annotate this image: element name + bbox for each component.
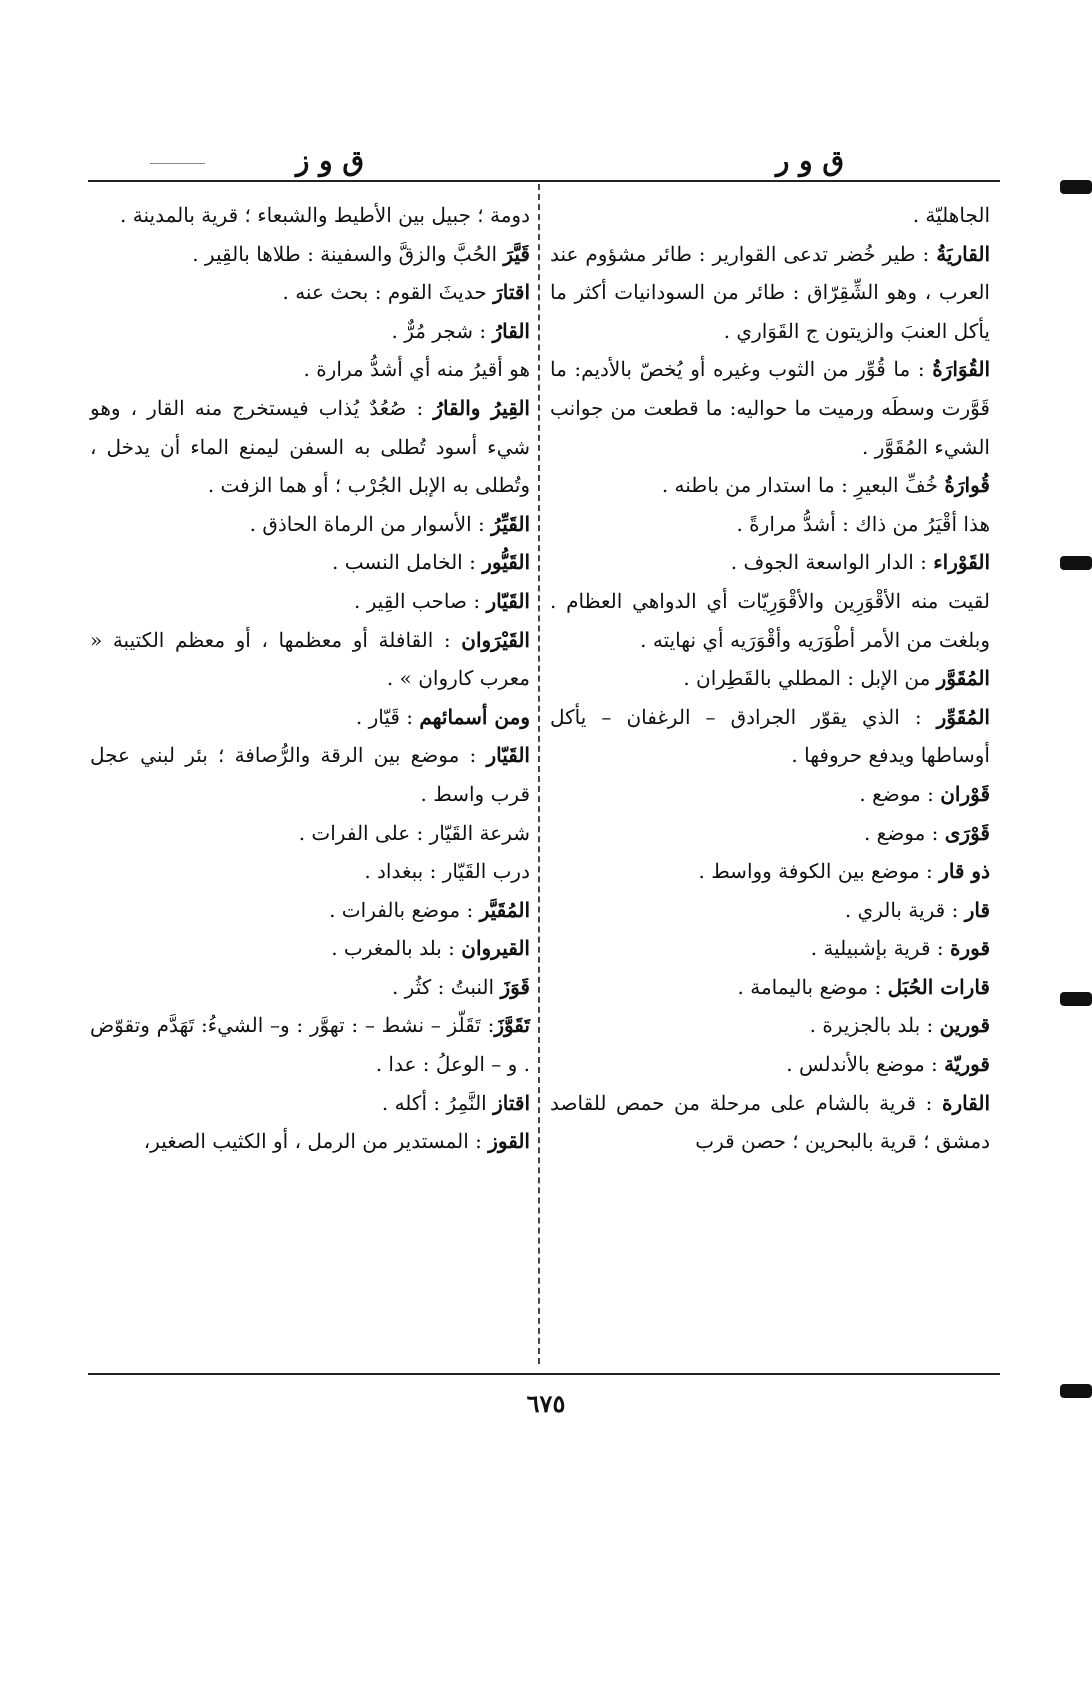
entry-headword: قار xyxy=(964,897,990,922)
entry-definition: : شجر مُرٌّ . xyxy=(391,318,493,343)
entry-definition: : القافلة أو معظمها ، أو معظم الكتيبة « معرب كاروان » . xyxy=(90,627,530,691)
entry-headword: قَوْران xyxy=(940,781,990,806)
dictionary-entry xyxy=(550,814,990,853)
dictionary-entry xyxy=(90,736,530,813)
entry-definition: خُفِّ البعيرِ : ما استدار من باطنه . xyxy=(661,473,945,498)
entry-definition: : قرية بالشام على مرحلة من حمص للقاصد دمشق ؛ قرية بالبحرين ؛ حصن قرب xyxy=(550,1090,990,1154)
entry-definition: : الدار الواسعة الجوف . xyxy=(730,550,934,575)
dictionary-entry xyxy=(90,273,530,312)
dictionary-entry xyxy=(550,659,990,698)
dictionary-entry xyxy=(90,1006,530,1083)
dictionary-entry xyxy=(90,698,530,737)
left-column xyxy=(90,196,530,1161)
dictionary-entry xyxy=(550,1045,990,1084)
dictionary-entry xyxy=(550,698,990,775)
dictionary-entry xyxy=(550,1084,990,1161)
page-number: ٦٧٥ xyxy=(526,1389,566,1418)
dictionary-entry xyxy=(90,543,530,582)
header-short-rule xyxy=(150,163,205,164)
dictionary-entry xyxy=(90,505,530,544)
entry-definition: : بلد بالجزيرة . xyxy=(809,1013,940,1038)
dictionary-entry xyxy=(90,929,530,968)
right-column-header: ق و ر xyxy=(775,144,845,177)
dictionary-entry xyxy=(90,389,530,505)
right-column xyxy=(550,196,990,1161)
entry-definition: : بلد بالمغرب . xyxy=(331,936,462,961)
entry-headword: قوريّة xyxy=(944,1052,990,1077)
entry-headword: القاريَةُ xyxy=(936,241,990,266)
entry-headword: القَيُّور xyxy=(482,550,530,575)
entry-definition: : قرية بإشبيلية . xyxy=(810,936,950,961)
dictionary-entry xyxy=(90,312,530,351)
entry-definition: : موضع باليمامة . xyxy=(737,974,888,999)
entry-headword: قَوْرَى xyxy=(944,820,990,845)
scan-edge-mark xyxy=(1060,992,1092,1006)
dictionary-entry xyxy=(550,775,990,814)
entry-headword: القَيْرَوان xyxy=(461,627,530,652)
dictionary-entry xyxy=(550,852,990,891)
dictionary-entry xyxy=(90,852,530,891)
header-rule xyxy=(88,180,1000,182)
entry-headword: قُوارَةُ xyxy=(944,473,990,498)
entry-headword: اقتاز xyxy=(493,1090,530,1115)
entry-headword: القَيِّرُ xyxy=(491,511,530,536)
entry-headword: قورين xyxy=(939,1013,990,1038)
scan-edge-mark xyxy=(1060,556,1092,570)
dictionary-entry xyxy=(550,466,990,505)
entry-headword: القَوْراء xyxy=(933,550,990,575)
entry-definition: دومة ؛ جبيل بين الأطيط والشبعاء ؛ قرية بالمدينة . xyxy=(120,203,530,227)
entry-definition: : المستدير من الرمل ، أو الكثيب الصغير، xyxy=(143,1129,489,1154)
entry-definition: هذا أقْيَرُ من ذاك : أشدُّ مرارةً . xyxy=(736,511,990,536)
entry-headword: اقتارَ xyxy=(493,280,530,305)
entry-definition: : الذي يقوّر الجرادق – الرغفان – يأكل أوساطها ويدفع حروفها . xyxy=(550,704,990,768)
entry-definition: : موضع . xyxy=(859,781,941,806)
entry-headword: تَقَوَّزَ xyxy=(494,1013,530,1038)
entry-headword: القارُ xyxy=(492,318,530,343)
entry-headword: ذو قار xyxy=(939,859,990,884)
dictionary-entry xyxy=(90,1084,530,1123)
dictionary-entry xyxy=(550,196,990,235)
dictionary-entry xyxy=(90,968,530,1007)
dictionary-entry xyxy=(550,505,990,544)
dictionary-entry xyxy=(90,350,530,389)
column-divider xyxy=(538,184,540,1364)
entry-definition: : طير خُضر تدعى القوارير : طائر مشؤوم عند العرب ، وهو الشِّقِرّاق : طائر من السودانيات أكثر ما يأكل العنبَ والزيتون ج القَوَاري . xyxy=(550,241,990,343)
entry-definition: : قرية بالري . xyxy=(844,897,965,922)
entry-headword: ومن أسمائهم xyxy=(419,704,530,729)
entry-definition: : صاحب القِير . xyxy=(353,588,487,613)
dictionary-entry xyxy=(550,543,990,582)
dictionary-entry xyxy=(90,814,530,853)
entry-definition: : موضع . xyxy=(863,820,945,845)
entry-definition: الحُبَّ والزقَّ والسفينة : طلاها بالقِير . xyxy=(192,241,504,266)
dictionary-entry xyxy=(90,196,530,235)
dictionary-entry xyxy=(550,929,990,968)
entry-definition: : موضع بين الرقة والرُّصافة ؛ بئر لبني عجل قرب واسط . xyxy=(90,743,530,806)
dictionary-entry xyxy=(550,1006,990,1045)
entry-headword: المُقَيَّر xyxy=(479,897,530,922)
entry-definition: : ما قُوِّر من الثوب وغيره أو يُخصّ بالأديم: ما قَوَّرت وسطَه ورميت ما حواليه: ما قطعت من جوانب الشيء المُقَوَّر . xyxy=(550,357,990,459)
entry-headword: القِيرُ والقارُ xyxy=(433,395,530,420)
entry-definition: : تَقَلّز – نشط – : تهوَّر : و– الشيءُ: تَهَدَّم وتقوّض . و – الوعلُ : عدا . xyxy=(90,1013,530,1077)
entry-headword: المُقَوِّر xyxy=(936,704,990,729)
dictionary-entry xyxy=(550,582,990,659)
dictionary-entry xyxy=(90,891,530,930)
scan-edge-mark xyxy=(1060,1384,1092,1398)
entry-definition: : الخامل النسب . xyxy=(331,550,483,575)
entry-definition: : قَيّار . xyxy=(355,704,420,729)
entry-headword: القُوَارَةُ xyxy=(932,357,990,382)
dictionary-entry xyxy=(90,235,530,274)
dictionary-entry xyxy=(550,350,990,466)
scan-edge-mark xyxy=(1060,180,1092,194)
left-column-header: ق و ز xyxy=(295,144,365,177)
dictionary-entry xyxy=(550,968,990,1007)
dictionary-entry xyxy=(550,235,990,351)
entry-definition: : صُعُدٌ يُذاب فيستخرج منه القار ، وهو شيء أسود تُطلى به السفن ليمنع الماء أن يدخل ، وتُطلى به الإبل الجُرْب ؛ أو هما الزفت . xyxy=(90,395,530,498)
dictionary-entry xyxy=(90,621,530,698)
entry-definition: الجاهليّة . xyxy=(912,203,990,227)
entry-definition: : موضع بالفرات . xyxy=(329,897,480,922)
entry-definition: النَّمِرُ : أكله . xyxy=(381,1090,494,1115)
dictionary-entry xyxy=(550,891,990,930)
entry-headword: قورة xyxy=(949,936,990,961)
entry-headword: قَوَزَ xyxy=(500,974,530,999)
entry-headword: قَيَّرَ xyxy=(503,241,530,266)
entry-definition: النبتُ : كثُر . xyxy=(391,974,501,999)
entry-definition: حديثَ القوم : بحث عنه . xyxy=(282,280,494,305)
entry-headword: المُقَوَّر xyxy=(936,666,990,691)
entry-headword: القَيّار xyxy=(486,743,530,768)
entry-definition: لقيت منه الأقْوَرِين والأقْوَرِيّات أي الدواهي العظام . وبلغت من الأمر أطْوَرَيه وأقْوَرَيه أي نهايته . xyxy=(550,588,990,652)
entry-definition: : موضع بين الكوفة وواسط . xyxy=(698,859,940,884)
entry-definition: : الأسوار من الرماة الحاذق . xyxy=(249,511,492,536)
entry-headword: القوز xyxy=(488,1129,530,1154)
entry-definition: شرعة القَيّار : على الفرات . xyxy=(298,820,530,845)
entry-headword: قارات الحُبَل xyxy=(887,974,990,999)
entry-headword: القارة xyxy=(942,1090,990,1115)
entry-definition: هو أقيرُ منه أي أشدُّ مرارة . xyxy=(303,357,530,382)
dictionary-entry xyxy=(90,1122,530,1161)
entry-definition: : موضع بالأندلس . xyxy=(786,1052,945,1077)
footer-rule xyxy=(88,1373,1000,1375)
entry-headword: القيروان xyxy=(461,936,530,961)
entry-headword: القَيّار xyxy=(486,588,530,613)
entry-definition: درب القَيّار : ببغداد . xyxy=(364,859,530,884)
dictionary-entry xyxy=(90,582,530,621)
entry-definition: من الإبل : المطلي بالقَطِران . xyxy=(683,666,937,691)
